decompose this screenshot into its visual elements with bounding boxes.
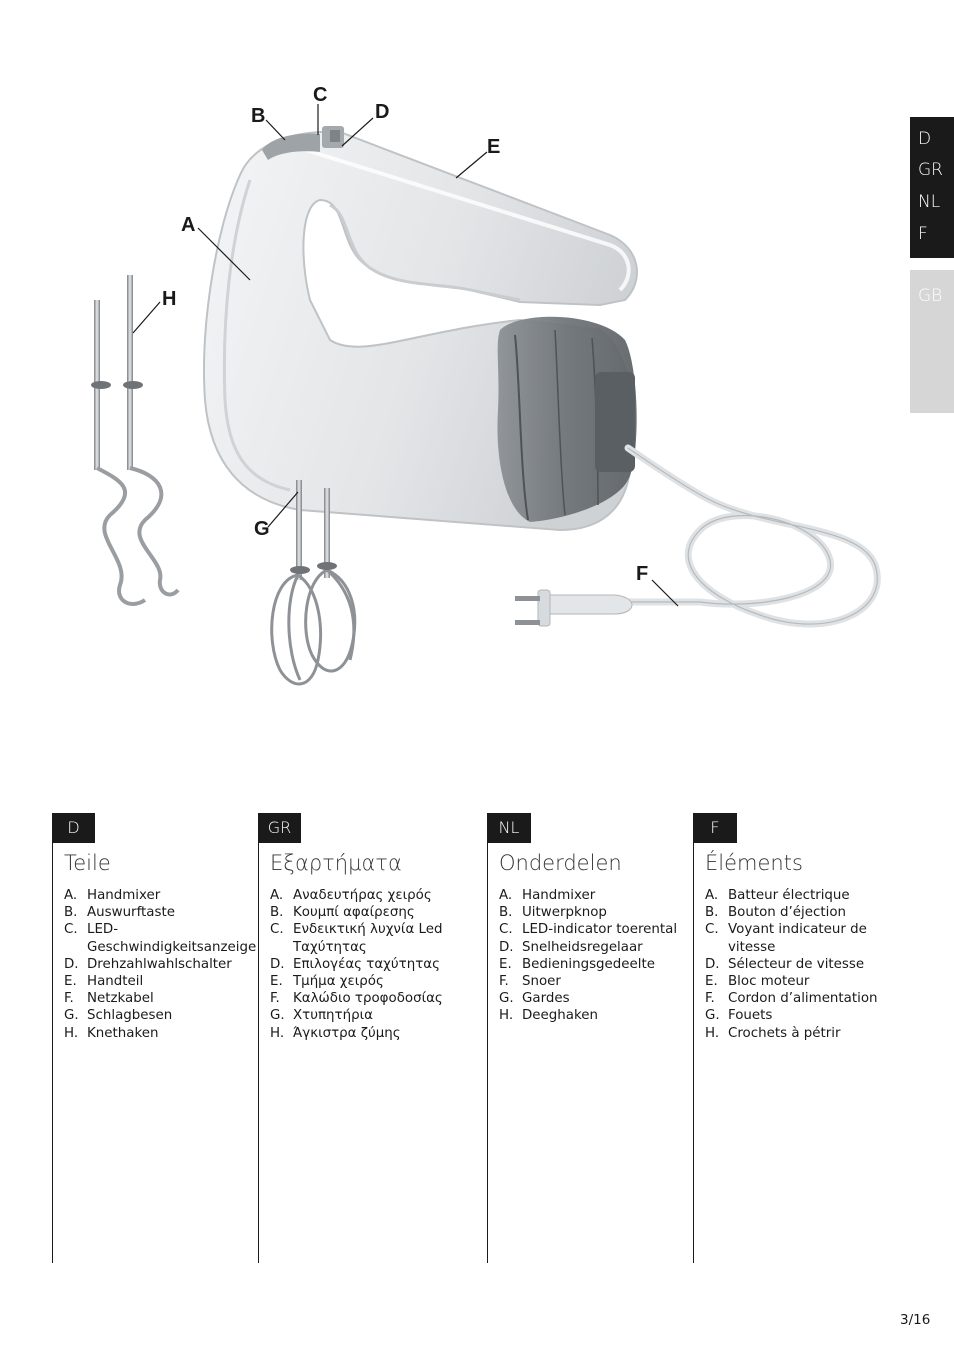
parts-list: [270, 887, 443, 1042]
list-item: H. Άγκιστρα ζύμης: [270, 1025, 401, 1041]
list-item: E. Bloc moteur: [705, 974, 810, 990]
list-item: C. Voyant indicateur de: [705, 922, 867, 938]
page-number: 3/16: [900, 1312, 931, 1328]
lang-tab-gr: GR: [918, 160, 943, 180]
list-item: C. LED-: [64, 922, 119, 938]
column-divider: [693, 813, 694, 1263]
list-item: A. Αναδευτήρας χειρός: [270, 888, 432, 903]
callout-h: H: [162, 288, 177, 310]
list-item: H. Deeghaken: [499, 1008, 598, 1024]
list-item: A. Handmixer: [64, 888, 161, 903]
list-item: G. Gardes: [499, 991, 570, 1007]
lang-tab-d: D: [918, 129, 932, 149]
list-item: H. Knethaken: [64, 1025, 159, 1041]
list-item: B. Κουμπί αφαίρεσης: [270, 905, 415, 921]
column-divider: [487, 813, 488, 1263]
motor-cap: [497, 317, 636, 522]
parts-list: [705, 887, 878, 1042]
callout-b: B: [251, 105, 266, 127]
list-item: B. Uitwerpknop: [499, 905, 607, 921]
lang-tab-f: F: [918, 224, 928, 244]
parts-list: [499, 887, 677, 1025]
language-badge: D: [52, 813, 95, 843]
list-item: B. Auswurftaste: [64, 905, 175, 921]
callout-f: F: [636, 563, 649, 585]
list-item: A. Batteur électrique: [705, 888, 850, 903]
list-item: E. Handteil: [64, 974, 144, 990]
list-item: G. Fouets: [705, 1008, 773, 1024]
list-item: D. Snelheidsregelaar: [499, 939, 643, 955]
parts-list: [64, 887, 256, 1042]
language-badge: GR: [258, 813, 301, 843]
dough-hooks: [91, 275, 178, 604]
list-item: C. LED-indicator toerental: [499, 922, 678, 938]
list-item: F. Καλώδιο τροφοδοσίας: [270, 991, 443, 1007]
list-item: H. Crochets à pétrir: [705, 1025, 841, 1041]
list-item: F. Netzkabel: [64, 991, 154, 1007]
list-item: Ταχύτητας: [293, 939, 367, 955]
list-item: F. Cordon d’alimentation: [705, 991, 878, 1007]
lang-tab-nl: NL: [918, 192, 941, 212]
language-badge: F: [693, 813, 737, 843]
section-heading: Onderdelen: [499, 851, 622, 875]
section-heading: Teile: [64, 851, 111, 875]
callout-c: C: [313, 84, 328, 106]
list-item: D. Drehzahlwahlschalter: [64, 956, 232, 972]
column-divider: [258, 813, 259, 1263]
list-item: Geschwindigkeitsanzeige: [87, 939, 257, 955]
callout-e: E: [487, 136, 501, 158]
callout-a: A: [181, 214, 196, 236]
lang-tab-gb: GB: [918, 286, 943, 306]
language-badge: NL: [487, 813, 531, 843]
section-heading: Éléments: [705, 851, 803, 875]
column-divider: [52, 813, 53, 1263]
list-item: D. Επιλογέας ταχύτητας: [270, 956, 440, 972]
list-item: A. Handmixer: [499, 888, 596, 903]
list-item: E. Bedieningsgedeelte: [499, 956, 655, 972]
list-item: D. Sélecteur de vitesse: [705, 956, 865, 972]
list-item: B. Bouton d’éjection: [705, 905, 847, 921]
list-item: E. Τμήμα χειρός: [270, 974, 384, 990]
list-item: F. Snoer: [499, 974, 561, 990]
list-item: G. Schlagbesen: [64, 1008, 173, 1024]
list-item: vitesse: [728, 939, 776, 955]
list-item: C. Ενδεικτική λυχνία Led: [270, 922, 443, 938]
section-heading: Εξαρτήματα: [270, 851, 402, 875]
list-item: G. Χτυπητήρια: [270, 1008, 373, 1024]
callout-g: G: [254, 518, 270, 540]
callout-d: D: [375, 101, 390, 123]
